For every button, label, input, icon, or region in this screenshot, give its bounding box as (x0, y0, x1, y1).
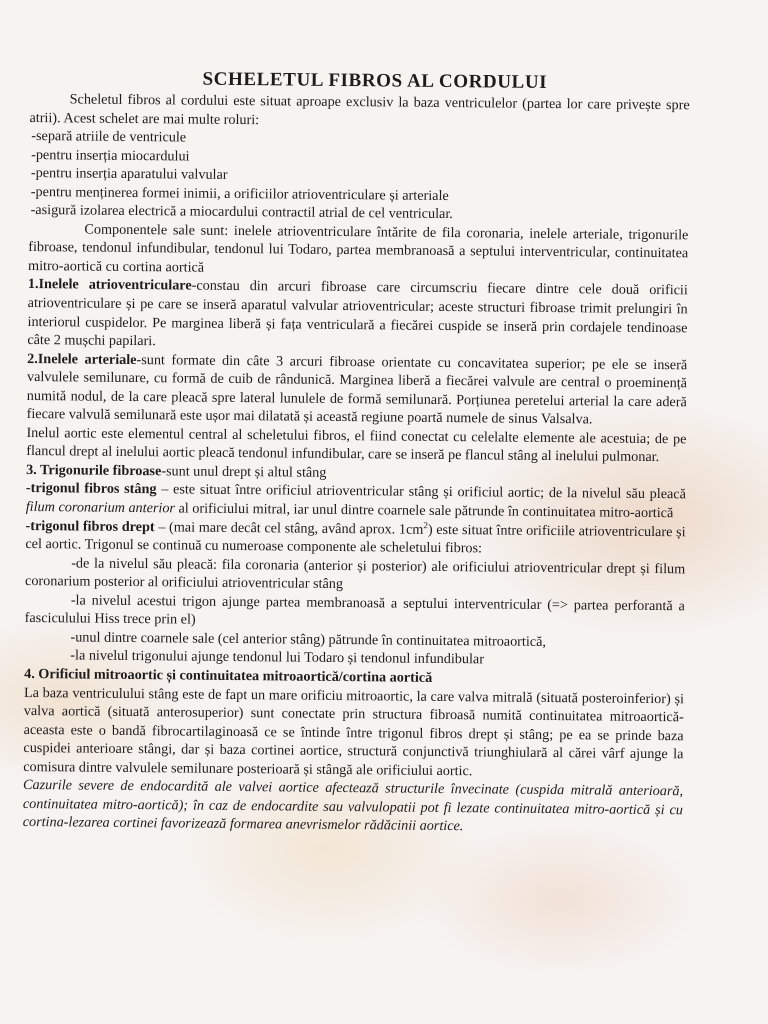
section-4-heading: 4. Orificiul mitroaortic și continuitatea mitroaortică/cortina aortică (24, 665, 433, 686)
superscript-2: 2 (423, 519, 428, 530)
right-trigone-text: – (mai mare decât cel stâng, având aprox. 1cm (154, 518, 424, 538)
document-page (23, 66, 690, 838)
role-item: -pentru inserția miocardului (31, 146, 190, 165)
right-trigone-item: -de la nivelul său pleacă: fila coronaria (anterior și posterior) ale orificiului atrioventricular drept și filum coronarium posterior al orificiului atrioventricular stâng (24, 555, 686, 593)
clinical-note: Cazurile severe de endocardită ale valvei aortice afectează structurile învecinate (cuspida mitrală anterioară, continuitatea mitro-aortică); în caz de endocardite sau valvulopatii pot fi lezate continuitatea mitro-aortică și cu cortina-lezarea cortinei favorizează formarea anevrismelor rădăcinii aortice. (22, 777, 684, 835)
section-1 (27, 275, 688, 356)
right-trigone-paragraph (25, 517, 685, 560)
left-trigone-text: – este situat între orificiul atrioventricular stâng și orificiul aortic; de la nivelul său pleacă (156, 481, 686, 503)
section-2-text: -sunt formate din câte 3 arcuri fibroase orientate cu concavitatea superior; pe ele se inseră valvulele semilunare, cu formă de cuib de rândunică. Marginea liberă a fiecărei valvule are central o proeminență numită nodul, de la care pleacă spre lateral lunulele de formă semilunară. Porțiunea peretelui arterial la care aderă fiecare valvulă semilunară este ușor mai dilatată și această regiune poartă numele de sinus Valsalva. (26, 351, 688, 428)
section-1-heading: 1.Inelele atrioventriculare (27, 276, 192, 295)
section-3-text: -sunt unul drept și altul stâng (161, 463, 327, 481)
right-trigone-item: -la nivelul acestui trigon ajunge partea membranoasă a septului interventricular (=> partea perforantă a fasciculului Hiss trece prin el) (24, 592, 685, 628)
right-trigone-item: -la nivelul trigonului ajunge tendonul lui Todaro și tendonul infundibular (70, 647, 485, 668)
role-item: -separă atriile de ventricule (31, 128, 187, 146)
section-3-heading: 3. Trigonurile fibroase (26, 461, 162, 480)
role-item: -pentru inserția aparatului valvular (30, 165, 228, 184)
section-4-text: La baza ventriculului stâng este de fapt un mare orificiu mitroaortic, la care valva mitrală (situată posteroinferior) și valva aortică (situată anterosuperior) sunt conectate prin structura fibroasă numită continuitatea mitroaortică- aceasta este o bandă fibrocartilaginoasă ce se întinde între trigonul fibros drept și stâng; pe ea se prinde baza cuspidei anterioare stângi, dar și baza cortinei aortice, structură conjunctivă triunghiulară al cărei vârf ajunge la comisura dintre valvulele semilunare posterioară și stângă ale orificiului aortic. (23, 684, 685, 779)
aortic-ring-paragraph: Inelul aortic este elementul central al scheletului fibros, el fiind conectat cu celelalte elemente ale acestuia; de pe flancul drept al inelului aortic pleacă tendonul infundibular, care se inseră pe flancul stâng al inelului pulmonar. (26, 424, 687, 466)
left-trigone-paragraph (26, 479, 686, 522)
section-2-heading: 2.Inelele arteriale (27, 350, 137, 368)
document-title: SCHELETUL FIBROS AL CORDULUI (202, 68, 548, 93)
intro-paragraph: Scheletul fibros al cordului este situat aproape exclusiv la baza ventriculelor (partea lor care privește spre atrii). Acest schelet are mai multe roluri: (29, 91, 690, 128)
right-trigone-text-cont: ) este situat între orificiile atrioventriculare și cel aortic. Trigonul se continuă cu numeroase componente ale scheletului fibros: (25, 521, 686, 557)
components-paragraph: Componentele sale sunt: inelele atrioventriculare întărite de fila coronaria, inelele arteriale, trigonurile fibroase, tendonul infundibular, tendonul lui Todaro, partea membranoasă a septului interventricular, continuitatea mitro-aortică cu cortina aortică (28, 221, 689, 276)
role-item: -pentru menținerea formei inimii, a orificiilor atrioventriculare și arteriale (30, 183, 449, 204)
section-1-text: -constau din arcuri fibroase care circumscriu fiecare dintre cele două orificii atrioventriculare și pe care se inseră aparatul valvular atrioventricular; aceste structuri fibroase trimit prelungiri în interiorul cuspidelor. Pe marginea liberă și fața ventriculară a fiecărei cuspide se inseră prin cordajele tendinoase câte 2 mușchi papilari. (27, 278, 688, 350)
filum-coronarium-anterior: filum coronarium anterior (25, 499, 176, 517)
right-trigone-item: -unul dintre coarnele sale (cel anterior stâng) pătrunde în continuitatea mitroaortică, (70, 629, 547, 650)
left-trigone-text-cont: al orificiului mitral, iar unul dintre coarnele sale pătrunde în continuitatea mitro-aortică (174, 500, 674, 522)
role-item: -asigură izolarea electrică a miocardului contractil atrial de cel ventricular. (30, 202, 453, 223)
section-2 (27, 350, 688, 431)
right-trigone-heading: -trigonul fibros drept (25, 517, 155, 535)
left-trigone-heading: -trigonul fibros stâng (25, 480, 157, 498)
